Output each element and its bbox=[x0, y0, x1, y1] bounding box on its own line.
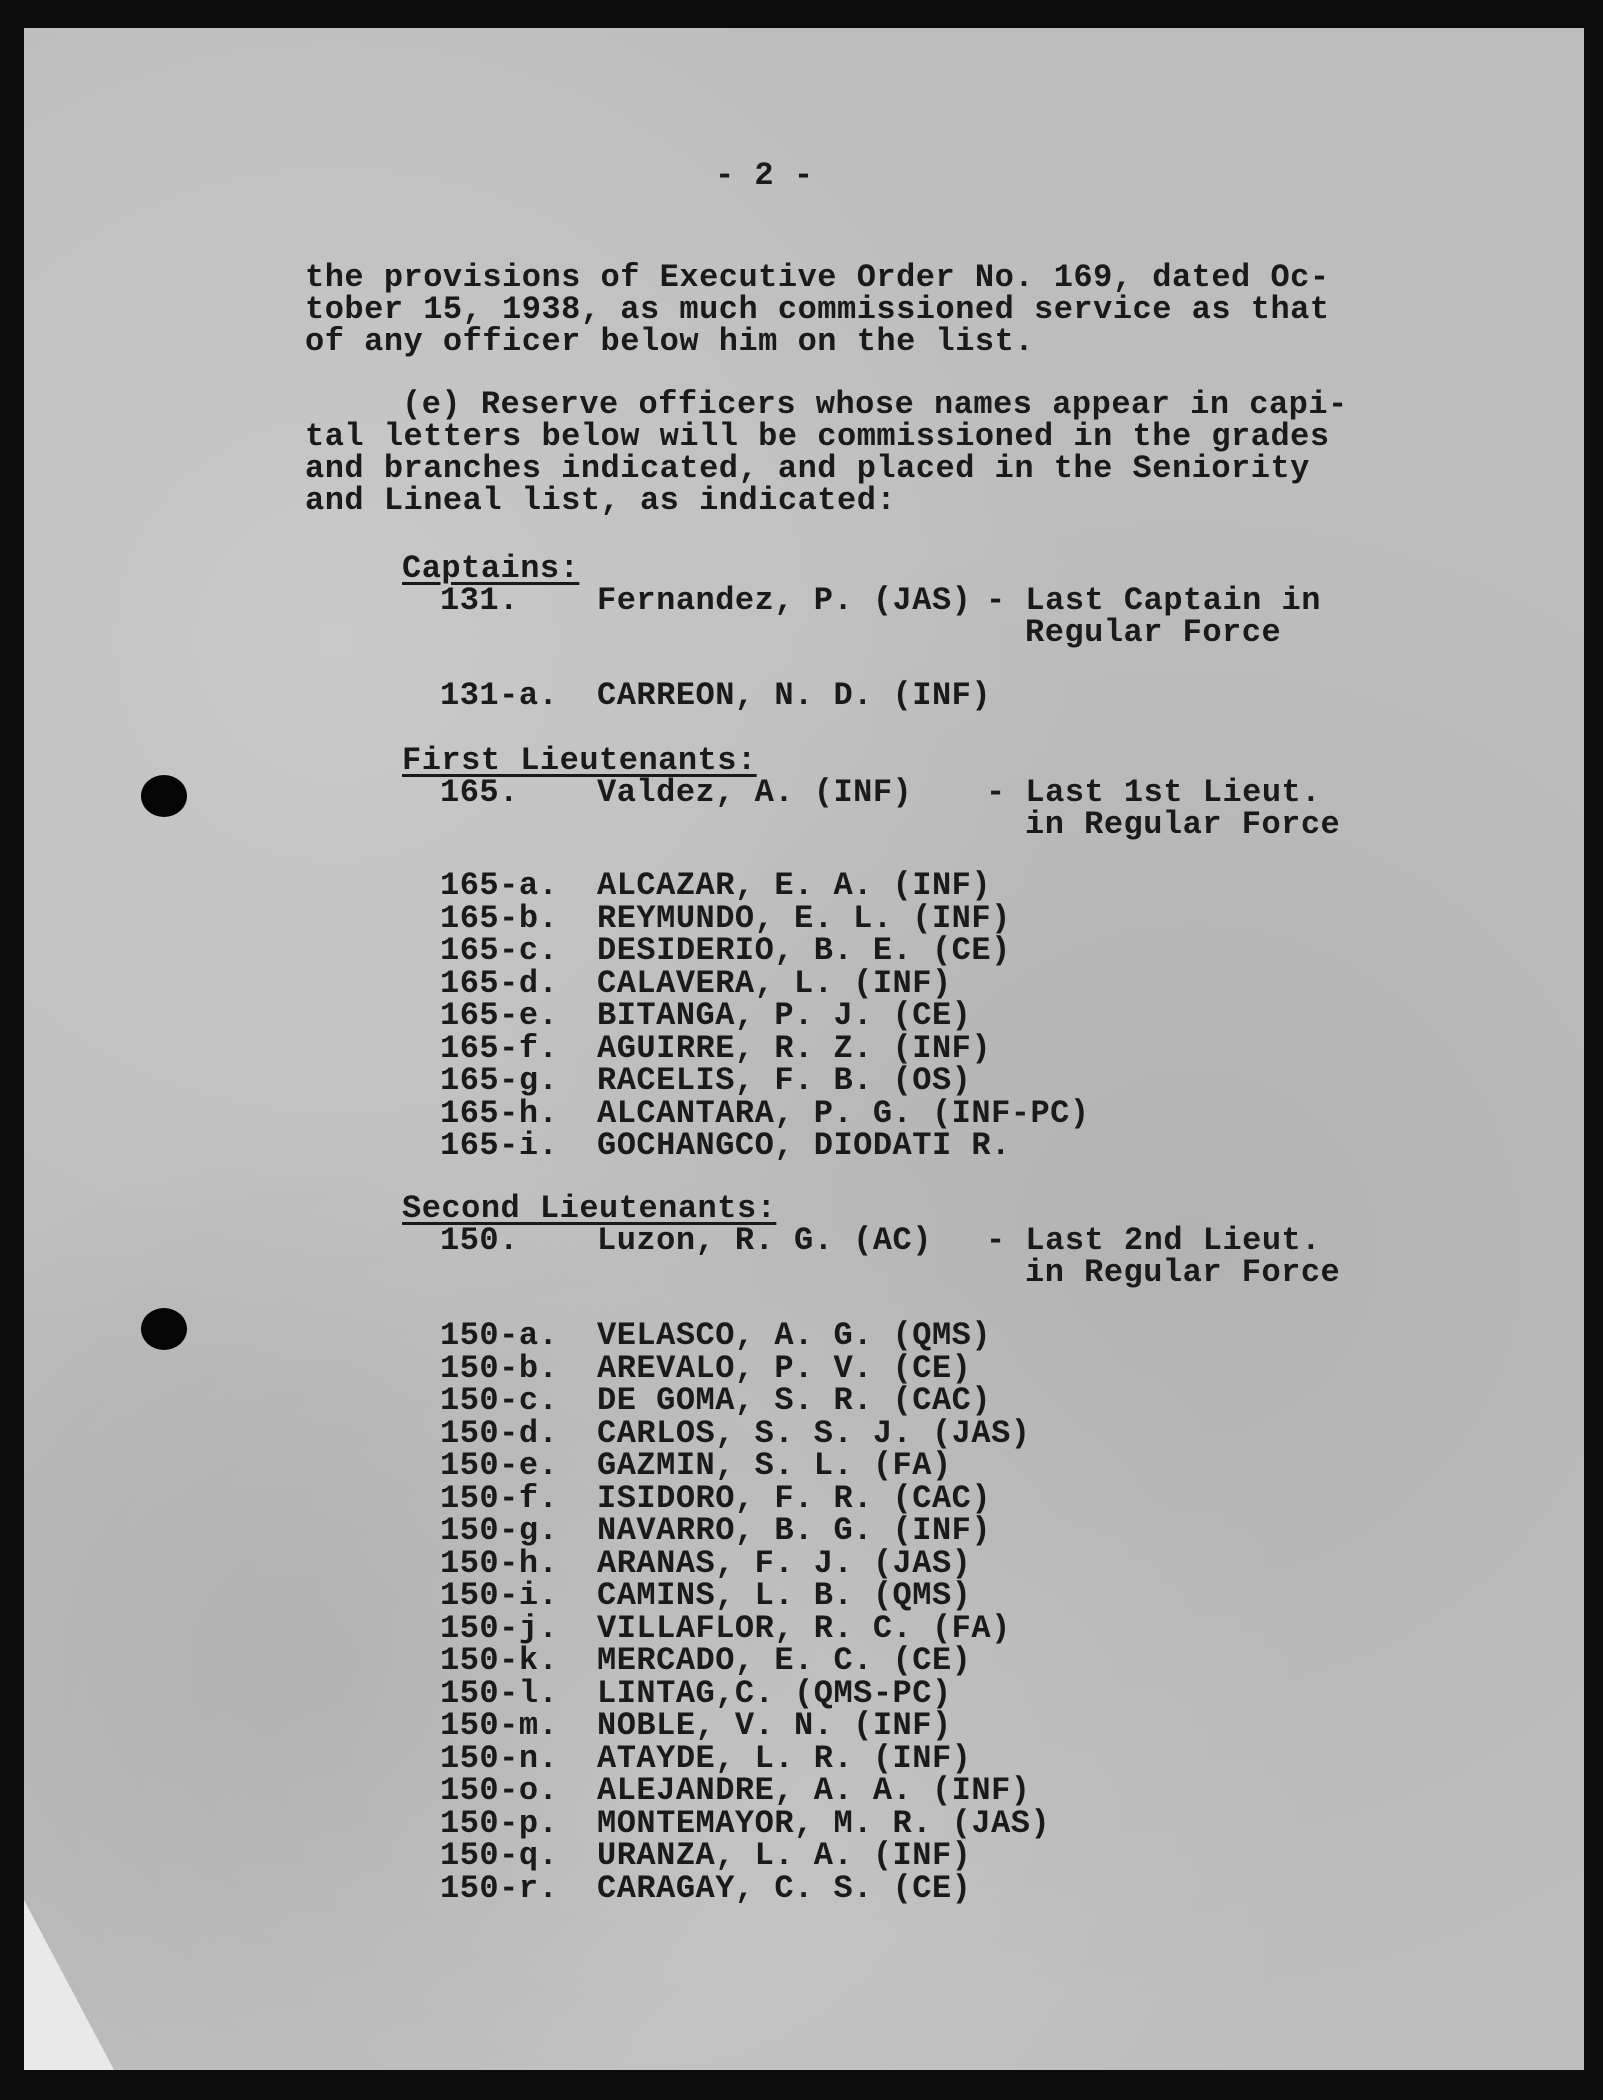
entry-number: 150-h. bbox=[440, 1544, 559, 1582]
intro-line: the provisions of Executive Order No. 169, dated Oc- bbox=[305, 259, 1330, 296]
officer-name: VELASCO, A. G. (QMS) bbox=[597, 1317, 992, 1354]
officer-name: MERCADO, E. C. (CE) bbox=[597, 1642, 972, 1679]
officer-name: LINTAG,C. (QMS-PC) bbox=[597, 1674, 952, 1712]
officer-name: CAMINS, L. B. (QMS) bbox=[597, 1577, 972, 1614]
page-number: - 2 - bbox=[715, 157, 814, 194]
entry-number: 131-a. bbox=[440, 677, 559, 714]
officer-name: BITANGA, P. J. (CE) bbox=[597, 997, 972, 1034]
entry-number: 150-f. bbox=[440, 1479, 559, 1517]
entry-number: 165-e. bbox=[440, 997, 559, 1034]
entry-number: 165-d. bbox=[440, 964, 559, 1002]
entry-number: 150-k. bbox=[440, 1642, 559, 1679]
folded-corner bbox=[24, 1900, 114, 2070]
entry-number: 150-j. bbox=[440, 1609, 559, 1647]
entry-number: 150-r. bbox=[440, 1869, 559, 1907]
officer-name: ISIDORO, F. R. (CAC) bbox=[597, 1479, 992, 1517]
entry-number: 165-g. bbox=[440, 1062, 559, 1099]
officer-name: ARANAS, F. J. (JAS) bbox=[597, 1544, 972, 1582]
paragraph-e-line: tal letters below will be commissioned in the grades bbox=[305, 418, 1330, 455]
officer-name: AGUIRRE, R. Z. (INF) bbox=[597, 1029, 992, 1067]
second-lieutenants-regular-number: 150. bbox=[440, 1222, 519, 1259]
entry-number: 150-m. bbox=[440, 1707, 559, 1744]
first-lieutenants-heading: First Lieutenants: bbox=[402, 742, 757, 779]
entry-number: 150-e. bbox=[440, 1447, 559, 1484]
entry-number: 150-n. bbox=[440, 1739, 559, 1777]
first-lieutenants-regular-note: in Regular Force bbox=[1025, 806, 1341, 843]
captains-heading: Captains: bbox=[402, 550, 580, 587]
officer-name: ATAYDE, L. R. (INF) bbox=[597, 1739, 972, 1777]
entry-number: 150-a. bbox=[440, 1317, 559, 1354]
entry-number: 150-q. bbox=[440, 1837, 559, 1874]
second-lieutenants-heading: Second Lieutenants: bbox=[402, 1190, 777, 1227]
officer-name: REYMUNDO, E. L. (INF) bbox=[597, 899, 1011, 937]
entry-number: 150-o. bbox=[440, 1772, 559, 1809]
intro-line: of any officer below him on the list. bbox=[305, 323, 1035, 360]
punch-hole bbox=[141, 775, 187, 817]
entry-number: 150-d. bbox=[440, 1414, 559, 1452]
entry-number: 165-h. bbox=[440, 1094, 559, 1132]
entry-number: 150-p. bbox=[440, 1804, 559, 1842]
first-lieutenants-regular-note: - Last 1st Lieut. bbox=[986, 774, 1321, 811]
paragraph-e-line: and branches indicated, and placed in the Seniority bbox=[305, 450, 1310, 487]
captains-regular-number: 131. bbox=[440, 582, 519, 619]
entry-number: 150-c. bbox=[440, 1382, 559, 1419]
entry-number: 165-b. bbox=[440, 899, 559, 937]
officer-name: ALCAZAR, E. A. (INF) bbox=[597, 867, 992, 904]
officer-name: NAVARRO, B. G. (INF) bbox=[597, 1512, 992, 1549]
officer-name: NOBLE, V. N. (INF) bbox=[597, 1707, 952, 1744]
officer-name: ALCANTARA, P. G. (INF-PC) bbox=[597, 1094, 1090, 1132]
officer-name: GOCHANGCO, DIODATI R. bbox=[597, 1127, 1011, 1164]
officer-name: AREVALO, P. V. (CE) bbox=[597, 1349, 972, 1387]
first-lieutenants-regular-name: Valdez, A. (INF) bbox=[597, 774, 913, 811]
officer-name: CARAGAY, C. S. (CE) bbox=[597, 1869, 972, 1907]
entry-number: 150-b. bbox=[440, 1349, 559, 1387]
second-lieutenants-regular-name: Luzon, R. G. (AC) bbox=[597, 1222, 932, 1259]
punch-hole bbox=[141, 1308, 187, 1350]
entry-number: 165-i. bbox=[440, 1127, 559, 1164]
officer-name: RACELIS, F. B. (OS) bbox=[597, 1062, 972, 1099]
officer-name: MONTEMAYOR, M. R. (JAS) bbox=[597, 1804, 1051, 1842]
officer-name: ALEJANDRE, A. A. (INF) bbox=[597, 1772, 1031, 1809]
first-lieutenants-regular-number: 165. bbox=[440, 774, 519, 811]
entry-number: 165-c. bbox=[440, 932, 559, 969]
second-lieutenants-regular-note: in Regular Force bbox=[1025, 1254, 1341, 1291]
entry-number: 150-i. bbox=[440, 1577, 559, 1614]
officer-name: CARLOS, S. S. J. (JAS) bbox=[597, 1414, 1031, 1452]
entry-number: 165-f. bbox=[440, 1029, 559, 1067]
officer-name: URANZA, L. A. (INF) bbox=[597, 1837, 972, 1874]
officer-name: CARREON, N. D. (INF) bbox=[597, 677, 992, 714]
officer-name: CALAVERA, L. (INF) bbox=[597, 964, 952, 1002]
captains-regular-note: - Last Captain in bbox=[986, 582, 1321, 619]
entry-number: 150-l. bbox=[440, 1674, 559, 1712]
intro-line: tober 15, 1938, as much commissioned service as that bbox=[305, 291, 1330, 328]
captains-regular-name: Fernandez, P. (JAS) bbox=[597, 582, 972, 619]
officer-name: VILLAFLOR, R. C. (FA) bbox=[597, 1609, 1011, 1647]
entry-number: 150-g. bbox=[440, 1512, 559, 1549]
paragraph-e-line: (e) Reserve officers whose names appear in capi- bbox=[402, 386, 1348, 423]
officer-name: DE GOMA, S. R. (CAC) bbox=[597, 1382, 992, 1419]
captains-regular-note: Regular Force bbox=[1025, 614, 1282, 651]
officer-name: GAZMIN, S. L. (FA) bbox=[597, 1447, 952, 1484]
officer-name: DESIDERIO, B. E. (CE) bbox=[597, 932, 1011, 969]
second-lieutenants-regular-note: - Last 2nd Lieut. bbox=[986, 1222, 1321, 1259]
entry-number: 165-a. bbox=[440, 867, 559, 904]
paragraph-e-line: and Lineal list, as indicated: bbox=[305, 482, 897, 519]
